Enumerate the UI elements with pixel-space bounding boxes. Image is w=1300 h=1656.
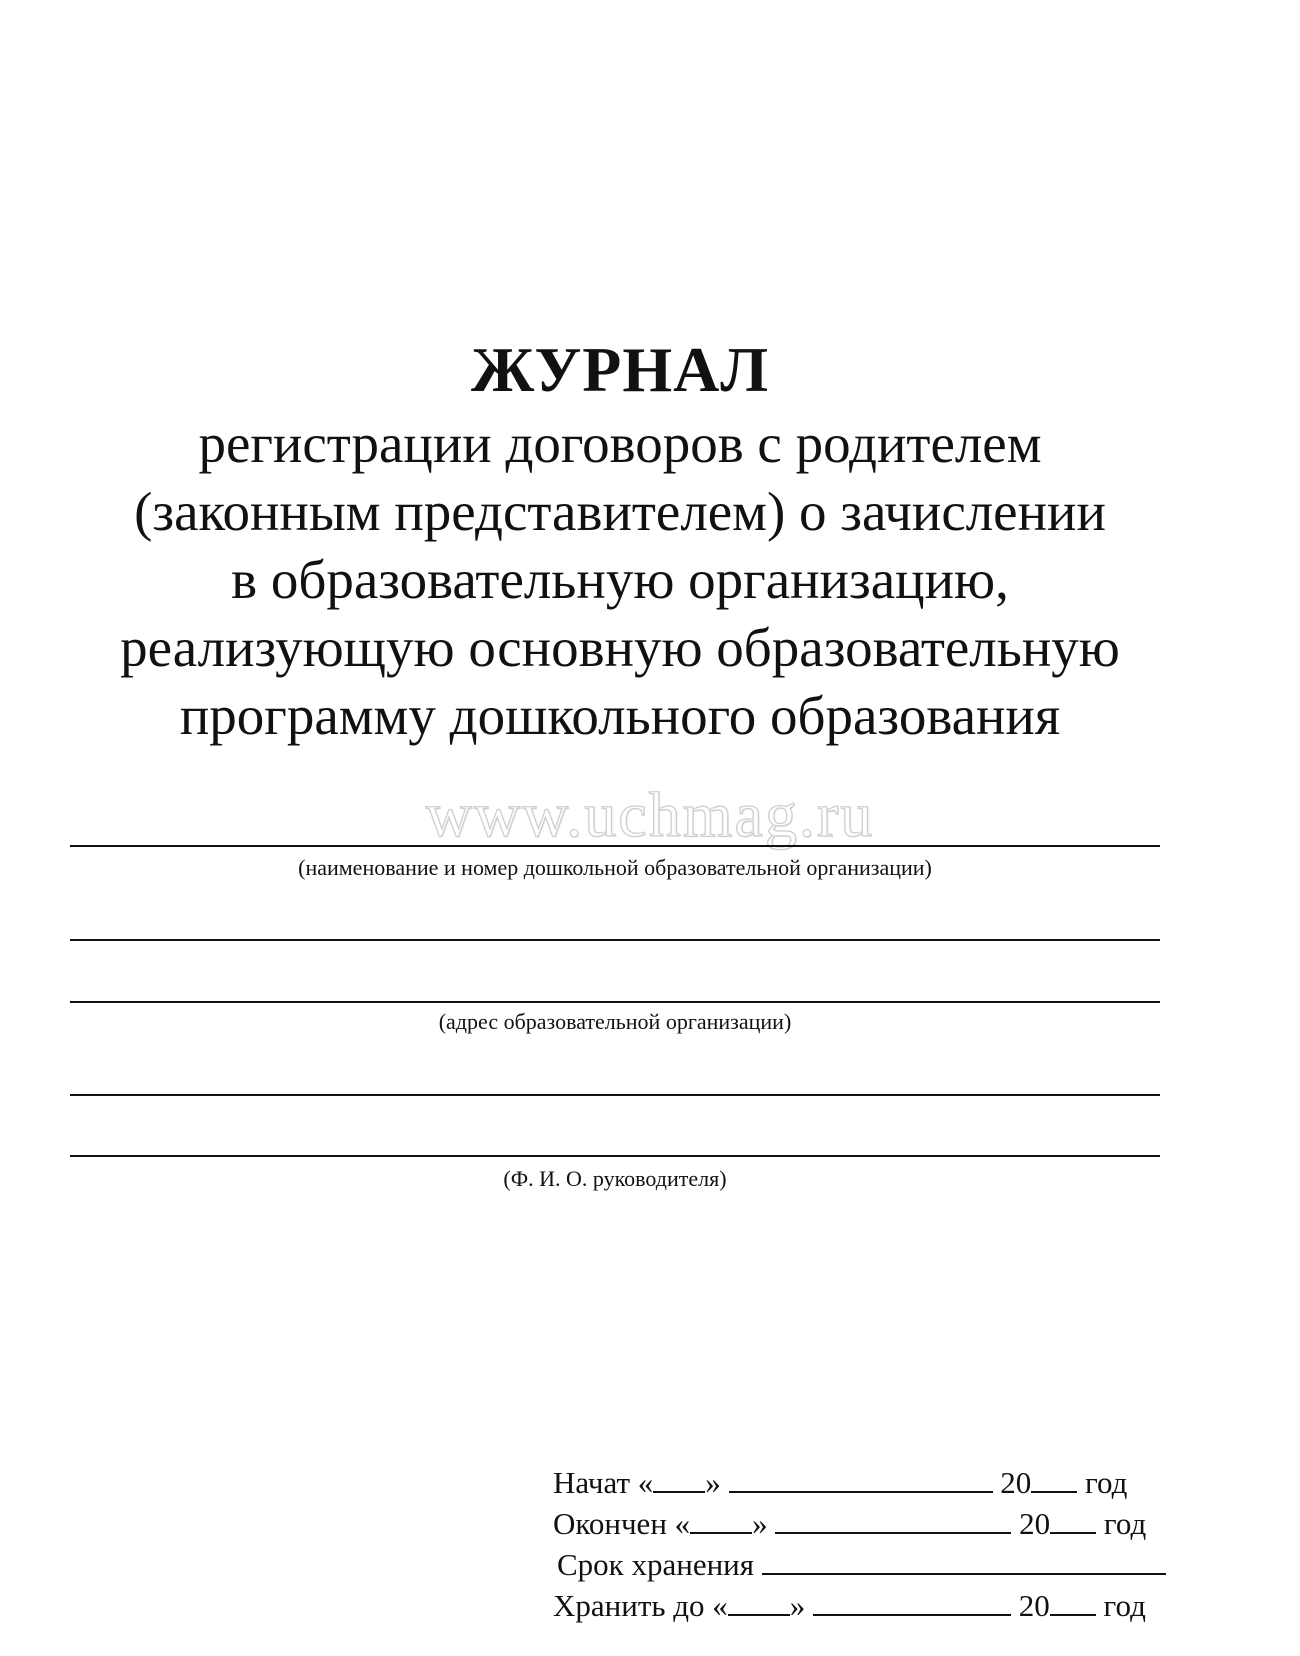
close-quote: » <box>705 1465 721 1500</box>
finished-month-blank[interactable] <box>775 1506 1011 1534</box>
finished-row <box>553 1503 1193 1544</box>
started-label: Начат <box>553 1465 631 1500</box>
organization-name-caption: (наименование и номер дошкольной образовательной организации) <box>298 855 932 880</box>
keep-until-month-blank[interactable] <box>813 1588 1011 1616</box>
title-block <box>0 330 1240 750</box>
document-title: ЖУРНАЛ <box>470 334 770 405</box>
storage-period-row <box>553 1544 1193 1585</box>
finished-day-blank[interactable] <box>690 1506 752 1534</box>
address-line-2[interactable] <box>70 1094 1160 1096</box>
finished-year-blank[interactable] <box>1050 1506 1096 1534</box>
started-year-blank[interactable] <box>1031 1465 1077 1493</box>
subtitle-line-2: (законным представителем) о зачислении <box>134 481 1106 542</box>
subtitle-line-5: программу дошкольного образования <box>179 685 1061 746</box>
close-quote: » <box>752 1506 768 1541</box>
open-quote: « <box>674 1506 691 1541</box>
head-name-line[interactable] <box>70 1155 1160 1157</box>
year-suffix: год <box>1085 1465 1128 1500</box>
organization-name-line[interactable] <box>70 845 1160 847</box>
watermark: www.uchmag.ru <box>425 779 875 850</box>
subtitle-line-3: в образовательную организацию, <box>231 549 1009 610</box>
keep-until-year-blank[interactable] <box>1050 1588 1096 1616</box>
head-name-caption: (Ф. И. О. руководителя) <box>503 1166 727 1191</box>
open-quote: « <box>712 1588 728 1623</box>
keep-until-label: Хранить до <box>553 1588 705 1623</box>
subtitle-line-4: реализующую основную образовательную <box>120 617 1120 678</box>
year-suffix: год <box>1103 1506 1147 1541</box>
started-day-blank[interactable] <box>653 1465 705 1493</box>
address-caption: (адрес образовательной организации) <box>438 1009 792 1034</box>
started-month-blank[interactable] <box>729 1465 993 1493</box>
open-quote: « <box>637 1465 654 1500</box>
year-suffix: год <box>1103 1588 1146 1623</box>
organization-name-line-2[interactable] <box>70 939 1160 941</box>
close-quote: » <box>789 1588 806 1623</box>
dates-block <box>553 1462 1193 1626</box>
keep-until-day-blank[interactable] <box>728 1588 790 1616</box>
started-row <box>553 1462 1193 1503</box>
year-prefix: 20 <box>1019 1506 1051 1541</box>
address-line[interactable] <box>70 1001 1160 1003</box>
finished-label: Окончен <box>553 1506 667 1541</box>
storage-period-label: Срок хранения <box>557 1547 755 1582</box>
keep-until-row <box>553 1585 1193 1626</box>
year-prefix: 20 <box>1018 1588 1050 1623</box>
year-prefix: 20 <box>1000 1465 1032 1500</box>
subtitle-line-1: регистрации договоров с родителем <box>198 413 1042 474</box>
storage-period-blank[interactable] <box>762 1547 1166 1575</box>
